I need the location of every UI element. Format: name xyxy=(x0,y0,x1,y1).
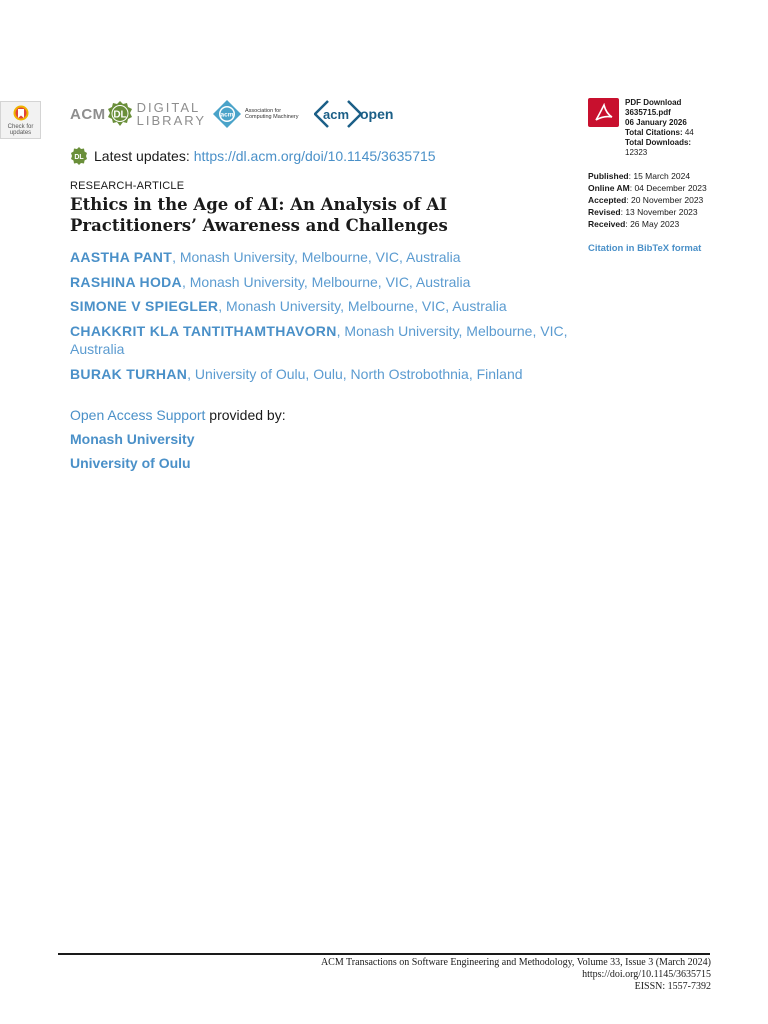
svg-text:DL: DL xyxy=(74,154,84,161)
author-name-link[interactable]: SIMONE V SPIEGLER xyxy=(70,298,219,314)
author-name-link[interactable]: RASHINA HODA xyxy=(70,273,182,290)
total-downloads-label: Total Downloads: xyxy=(625,138,692,147)
open-access-support-link[interactable]: Open Access Support xyxy=(70,407,206,423)
pdf-filename: 3635715.pdf xyxy=(625,108,671,117)
author-entry xyxy=(70,248,570,267)
open-access-org-link[interactable]: Monash University xyxy=(70,431,195,447)
pdf-icon[interactable] xyxy=(588,98,619,127)
author-name-link[interactable]: CHAKKRIT KLA TANTITHAMTHAVORN xyxy=(70,322,337,339)
check-for-updates-label: Check for updates xyxy=(7,124,34,136)
pdf-date: 06 January 2026 xyxy=(625,118,687,127)
svg-text:acm: acm xyxy=(220,111,234,119)
author-list xyxy=(70,248,570,389)
pdf-download-label: PDF Download xyxy=(625,98,682,107)
date-row: Received: 26 May 2023 xyxy=(588,219,680,229)
article-title: Ethics in the Age of AI: An Analysis of AI Practitioners’ Awareness and Challenges xyxy=(70,195,448,235)
date-row: Published: 15 March 2024 xyxy=(588,171,691,181)
latest-updates-label: Latest updates: xyxy=(94,148,190,164)
author-affiliation: , Monash University, Melbourne, VIC, Australia xyxy=(70,322,568,357)
publication-dates xyxy=(588,170,707,230)
author-name-link[interactable]: BURAK TURHAN xyxy=(70,365,188,382)
open-wordmark: open xyxy=(360,106,394,122)
author-affiliation: , Monash University, Melbourne, VIC, Australia xyxy=(218,298,507,314)
author-affiliation: , University of Oulu, Oulu, North Ostrobothnia, Finland xyxy=(187,365,523,382)
date-row: Accepted: 20 November 2023 xyxy=(588,195,704,205)
total-citations-label: Total Citations: xyxy=(625,128,683,137)
acm-association-logo[interactable] xyxy=(212,100,303,128)
acm-diamond-icon xyxy=(212,99,242,129)
author-entry xyxy=(70,365,570,384)
association-name: Association for Computing Machinery xyxy=(245,107,299,120)
bibtex-citation-link[interactable]: Citation in BibTeX format xyxy=(588,243,702,254)
acm-wordmark: ACM xyxy=(70,105,106,123)
article-type: RESEARCH-ARTICLE xyxy=(70,180,185,192)
svg-text:DL: DL xyxy=(113,109,127,121)
latest-updates-link[interactable]: https://dl.acm.org/doi/10.1145/3635715 xyxy=(193,148,436,164)
open-access-org-link[interactable]: University of Oulu xyxy=(70,455,191,471)
latest-updates xyxy=(70,147,436,165)
author-entry xyxy=(70,273,570,292)
check-for-updates-badge[interactable] xyxy=(0,101,41,139)
acm-digital-library-logo[interactable] xyxy=(70,100,206,128)
footer-eissn: EISSN: 1557-7392 xyxy=(634,981,711,992)
total-citations-value: 44 xyxy=(684,128,694,137)
footer-doi: https://doi.org/10.1145/3635715 xyxy=(582,969,711,980)
pdf-download[interactable] xyxy=(588,98,694,158)
date-row: Revised: 13 November 2023 xyxy=(588,207,698,217)
author-entry xyxy=(70,297,570,316)
dl-gear-icon xyxy=(106,100,134,128)
acm-open-logo[interactable] xyxy=(314,99,393,129)
author-name-link[interactable]: AASTHA PANT xyxy=(70,249,173,265)
pdf-meta xyxy=(625,98,694,158)
open-access-provided-by: provided by: xyxy=(205,407,286,423)
bookmark-ribbon-icon xyxy=(11,105,31,123)
footer-citation xyxy=(321,957,711,993)
total-downloads-value: 12323 xyxy=(625,148,648,157)
svg-text:acm: acm xyxy=(323,107,350,122)
dl-small-icon xyxy=(70,147,88,165)
footer-divider xyxy=(58,953,710,955)
author-affiliation: , Monash University, Melbourne, VIC, Australia xyxy=(181,273,471,290)
open-access-section xyxy=(70,403,286,475)
author-affiliation: , Monash University, Melbourne, VIC, Australia xyxy=(172,249,461,265)
author-entry xyxy=(70,322,570,359)
footer-journal: ACM Transactions on Software Engineering and Methodology, Volume 33, Issue 3 (March 2024) xyxy=(320,957,711,968)
date-row: Online AM: 04 December 2023 xyxy=(588,183,707,193)
digital-library-text: DIGITAL LIBRARY xyxy=(136,100,207,128)
acm-open-diamond-icon xyxy=(314,99,362,129)
